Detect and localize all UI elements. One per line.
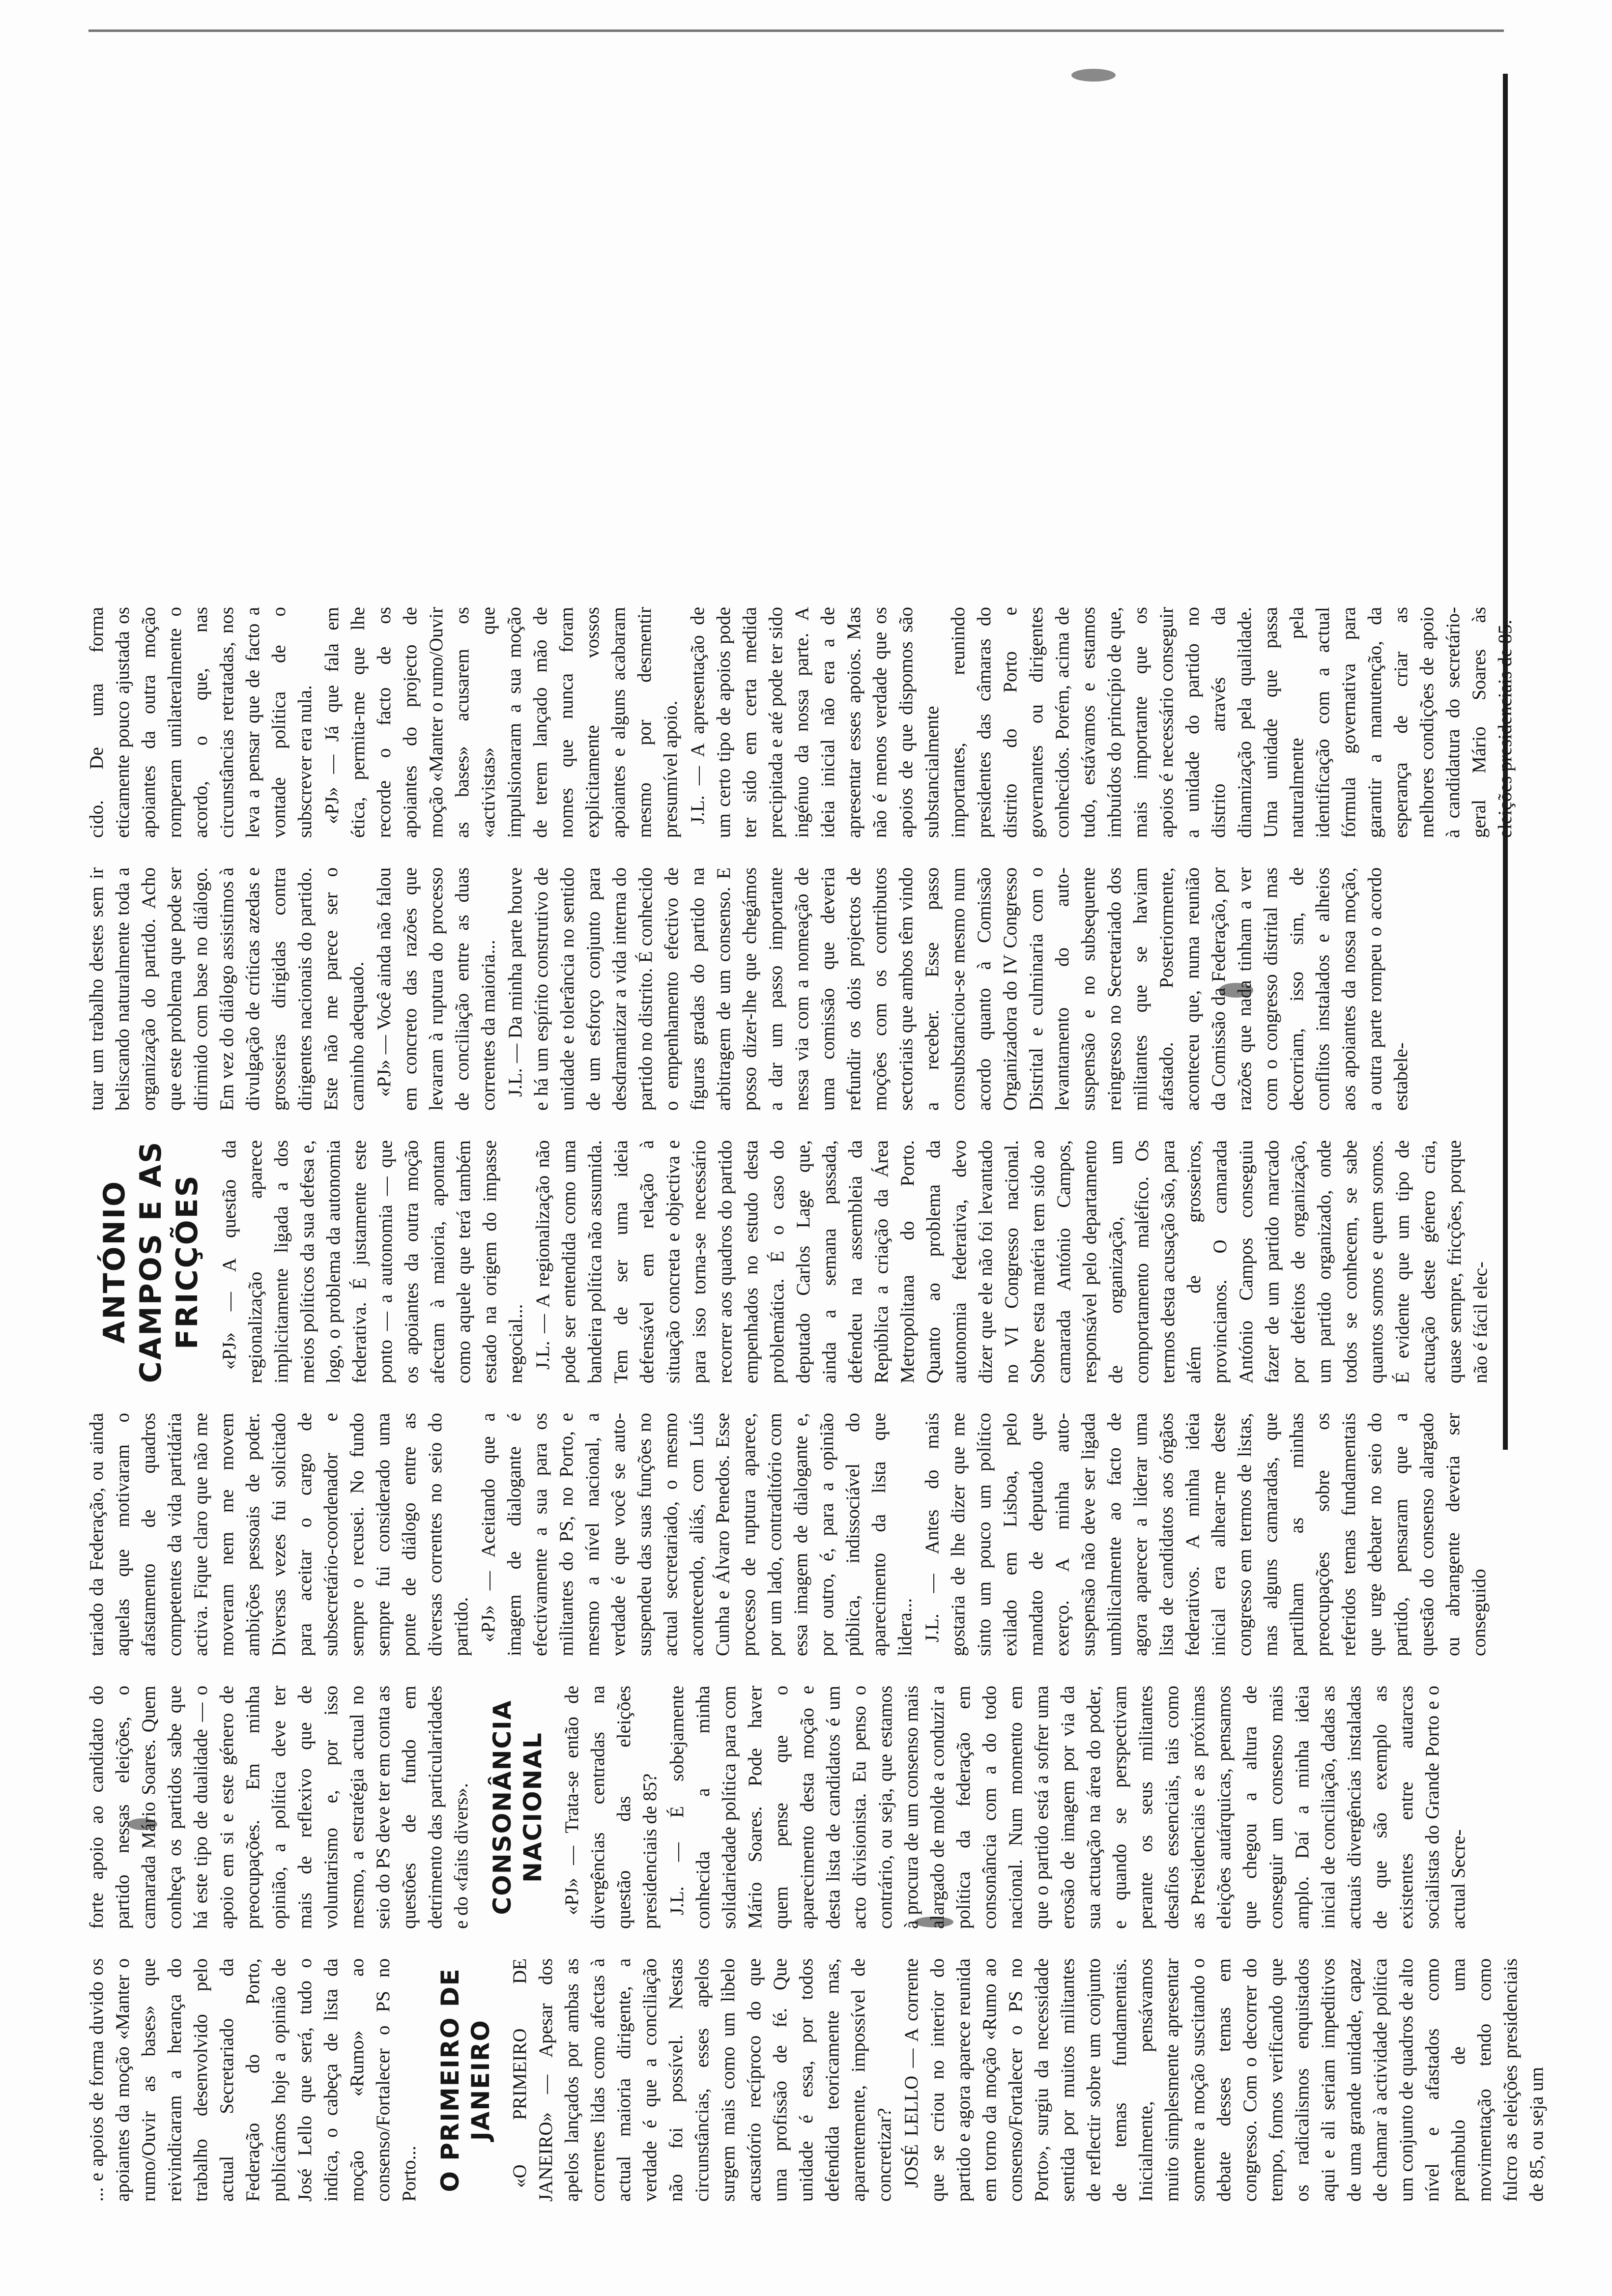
paragraph: JOSÉ LELLO — A corrente que se criou no interior do partido e agora aparece reunida em torno da moção «Rumo ao consenso/Fortalecer o PS no Porto», surgiu da necessidade sentida por muitos militantes de reflectir sobre um conjunto de temas fundamentais. Inicialmente, pensávamos muito simplesmente apresentar somente a moção suscitando o debate desses temas em congresso. Com o decorrer do tempo, fomos verificando que os radicalismos enquistados aqui e ali seriam impeditivos de uma grande unidade, capaz de chamar à actividade política um conjunto de quadros de alto nível e afastados como preâmbulo de uma movimentação tendo como fulcro as eleições presidenciais de 85, ou seja um <box>901 1958 1547 2202</box>
paragraph: ... e apoios de forma duvido os apoiantes da moção «Manter o rumo/Ouvir as bases» que reivindicaram a herança do trabalho desenvolvido pelo actual Secretariado da Federação do Porto, publicámos hoje a opinião de José Lello que será, tudo o indica, o cabeça de lista da moção «Rumo» ao consenso/Fortalecer o PS no Porto... <box>86 1958 420 2202</box>
scan-speckle <box>1071 69 1116 82</box>
paragraph: forte apoio ao candidato do partido nessas eleições, o camarada Mário Soares. Quem conheça os partidos sabe que há este tipo de dualidade — o apoio em si e este género de preocupações. Em minha opinião, a política deve ter mais de reflexivo que de voluntarismo e, por isso mesmo, a estratégia actual no seio do PS deve ter em conta as questões de fundo em detrimento das particularidades e do «faits divers». <box>86 1686 472 1929</box>
paragraph: J.L. — É sobejamente conhecida a minha solidariedade política para com Mário Soares. Pode haver quem pense que o aparecimento desta moção e desta lista de candidatos é um acto divisionista. Eu penso o contrário, ou seja, que estamos à procura de um consenso mais alargado de molde a conduzir a política da federação em consonância com a do todo nacional. Num momento em que o partido está a sofrer uma erosão de imagem por via da sua actuação na área do poder, e quando se perspectivam perante os seus militantes desafios essenciais, tais como as Presidenciais e as próximas eleições autárquicas, pensamos que chegou a altura de conseguir um consenso mais amplo. Daí a minha ideia inicial de conciliação, dadas as actuais divergências instaladas de que são exemplo as existentes entre autarcas socialistas do Grande Porto e o actual Secre- <box>666 1686 1469 1929</box>
column-1 <box>84 1958 1547 2202</box>
column-6 <box>84 607 1516 838</box>
paragraph: «PJ» — Trata-se então de divergências centradas na questão das eleições presidenciais de 85? <box>561 1686 661 1929</box>
top-border-rule <box>88 29 1504 32</box>
column-2 <box>84 1686 1509 1929</box>
paragraph: «PJ» — Você ainda não falou em concreto das razões que levaram à ruptura do processo de conciliação entre as duas correntes da maioria... <box>374 867 499 1111</box>
paragraph: cido. De uma forma eticamente pouco ajustada os apoiantes da outra moção romperam unilateralmente o acordo, o que, nas circunstâncias retratadas, nos leva a pensar que de facto a vontade política de o subscrever era nula. <box>86 607 316 838</box>
paragraph: J.L. — A regionalização não pode ser entendida como uma bandeira política não assumida. Tem de ser uma ideia defensável em relação à situação concreta e objectiva e para isso torna-se necessário recorrer aos quadros do partido empenhados no estudo desta problemática. É o caso do deputado Carlos Lage que, ainda a semana passada, defendeu na assembleia da República a criação da Área Metropolitana do Porto. Quanto ao problema da autonomia federativa, devo dizer que ele não foi levantado no VI Congresso nacional. Sobre esta matéria tem sido ao camarada António Campos, responsável pelo departamento de organização, um comportamento maléfico. Os termos desta acusação são, para além de grosseiros, provincianos. O camarada António Campos conseguiu fazer de um partido marcado por defeitos de organização, um partido organizado, onde todos se conhecem, se sabe quantos somos e quem somos. É evidente que um tipo de actuação deste género cria, quase sempre, fricções, porque não é fácil elec- <box>532 1140 1491 1383</box>
paragraph: J.L. — Antes do mais gostaria de lhe dizer que me sinto um pouco um político exilado em Lisboa, pelo mandato de deputado que exerço. A minha auto-suspensão não deve ser ligada umbilicalmente ao facto de agora aparecer a liderar uma lista de candidatos aos órgãos federativos. A minha ideia inicial era alhear-me deste congresso em termos de listas, mas alguns camaradas, que partilham as minhas preocupações sobre os referidos temas fundamentais que urge debater no seio do partido, pensaram que a questão do consenso alargado ou abrangente deveria ser conseguido <box>921 1413 1490 1656</box>
column-3 <box>84 1413 1509 1656</box>
paragraph: tuar um trabalho destes sem ir beliscando naturalmente toda a organização do partido. Acho que este problema que pode ser dirimido com base no diálogo. Em vez do diálogo assistimos à divulgação de críticas azedas e grosseiras dirigidas contra dirigentes nacionais do partido. Este não me parece ser o caminho adequado. <box>86 867 368 1111</box>
section-heading: ANTÓNIO CAMPOS E AS FRICÇÕES <box>97 1140 204 1383</box>
paragraph: J.L. — Da minha parte houve e há um espírito construtivo de unidade e tolerância no sentido de um esforço conjunto para desdramatizar a vida interna do partido no distrito. É conhecido o empenhamento efectivo de figuras gradas do partido na arbitragem de um consenso. E posso dizer-lhe que chegámos a dar um passo importante nessa via com a nomeação de uma comissão que deveria refundir os dois projectos de moções com os contributos sectoriais que ambos têm vindo a receber. Esse passo consubstanciou-se mesmo num acordo quanto à Comissão Organizadora do IV Congresso Distrital e culminaria com o levantamento do auto-suspensão e no subsequente reingresso no Secretariado dos militantes que se haviam afastado. Posteriormente, aconteceu que, numa reunião da Comissão da Federação, por razões que nada tinham a ver com o congresso distrital mas decorriam, isso sim, de conflitos instalados e alheios aos apoiantes da nossa moção, a outra parte rompeu o acordo estabele- <box>505 867 1411 1111</box>
paragraph: tariado da Federação, ou ainda aquelas que motivaram o afastamento de quadros competentes da vida partidária activa. Fique claro que não me moveram nem me movem ambições pessoais de poder. Diversas vezes fui solicitado para aceitar o cargo de subsecretário-coordenador e sempre o recusei. No fundo sempre fui considerado uma ponte de diálogo entre as diversas correntes no seio do partido. <box>86 1413 472 1656</box>
column-4 <box>84 1140 1509 1383</box>
rotated-article <box>84 88 1547 2202</box>
paragraph: J.L. — A apresentação de um certo tipo de apoios pode ter sido em certa medida precipitada e até pode ter sido ingénuo da nossa parte. A ideia inicial não era a de apresentar esses apoios. Mas não é menos verdade que os apoios de que dispomos são substancialmente importantes, reunindo presidentes das câmaras do distrito do Porto e governantes ou dirigentes conhecidos. Porém, acima de tudo, estávamos e estamos imbuídos do princípio de que, mais importante que os apoios é necessário conseguir a unidade do partido no distrito através da dinamização pela qualidade. Uma unidade que passa naturalmente pela identificação com a actual fórmula governativa para garantir a manutenção, da esperança de criar as melhores condições de apoio à candidatura do secretário-geral Mário Soares às eleições presidenciais de 85. <box>687 607 1516 838</box>
article-columns <box>84 88 1547 2202</box>
paragraph: «O PRIMEIRO DE JANEIRO» — Apesar dos apelos lançados por ambas as correntes lidas como afectas à actual maioria dirigente, a verdade é que a conciliação não foi possível. Nestas circunstâncias, esses apelos surgem mais como um libelo acusatório recíproco do que uma profissão de fé. Que unidade é essa, por todos defendida teoricamente mas, aparentemente, impossível de concretizar? <box>509 1958 895 2202</box>
paragraph: «PJ» — A questão da regionalização aparece implicitamente ligada a dos meios políticos da sua defesa e, logo, o problema da autonomia federativa. É justamente este ponto — a autonomia — que os apoiantes da outra moção afectam à maioria, apontam como aquele que terá também estado na origem do impasse negocial... <box>219 1140 526 1383</box>
column-5 <box>84 867 1509 1111</box>
section-heading: CONSONÂNCIA NACIONAL <box>488 1699 547 1915</box>
paragraph: «PJ» — Aceitando que a imagem de dialogante é efectivamente a sua para os militantes do PS, no Porto, e mesmo a nível nacional, a verdade é que você se auto-suspendeu das suas funções no actual secretariado, o mesmo acontecendo, aliás, com Luís Cunha e Álvaro Penedos. Esse processo de ruptura aparece, por um lado, contraditório com essa imagem de dialogante e, por outro, é, para a opinião pública, indissociável do aparecimento da lista que lidera... <box>478 1413 916 1656</box>
section-heading: O PRIMEIRO DE JANEIRO <box>436 1968 495 2192</box>
paragraph: «PJ» — Já que fala em ética, permita-me que lhe recorde o facto de os apoiantes do projecto de moção «Manter o rumo/Ouvir as bases» acusarem os «activistas» que impulsionaram a sua moção de terem lançado mão de nomes que nunca foram explicitamente vossos apoiantes e alguns acabaram mesmo por desmentir presumível apoio. <box>321 607 681 838</box>
